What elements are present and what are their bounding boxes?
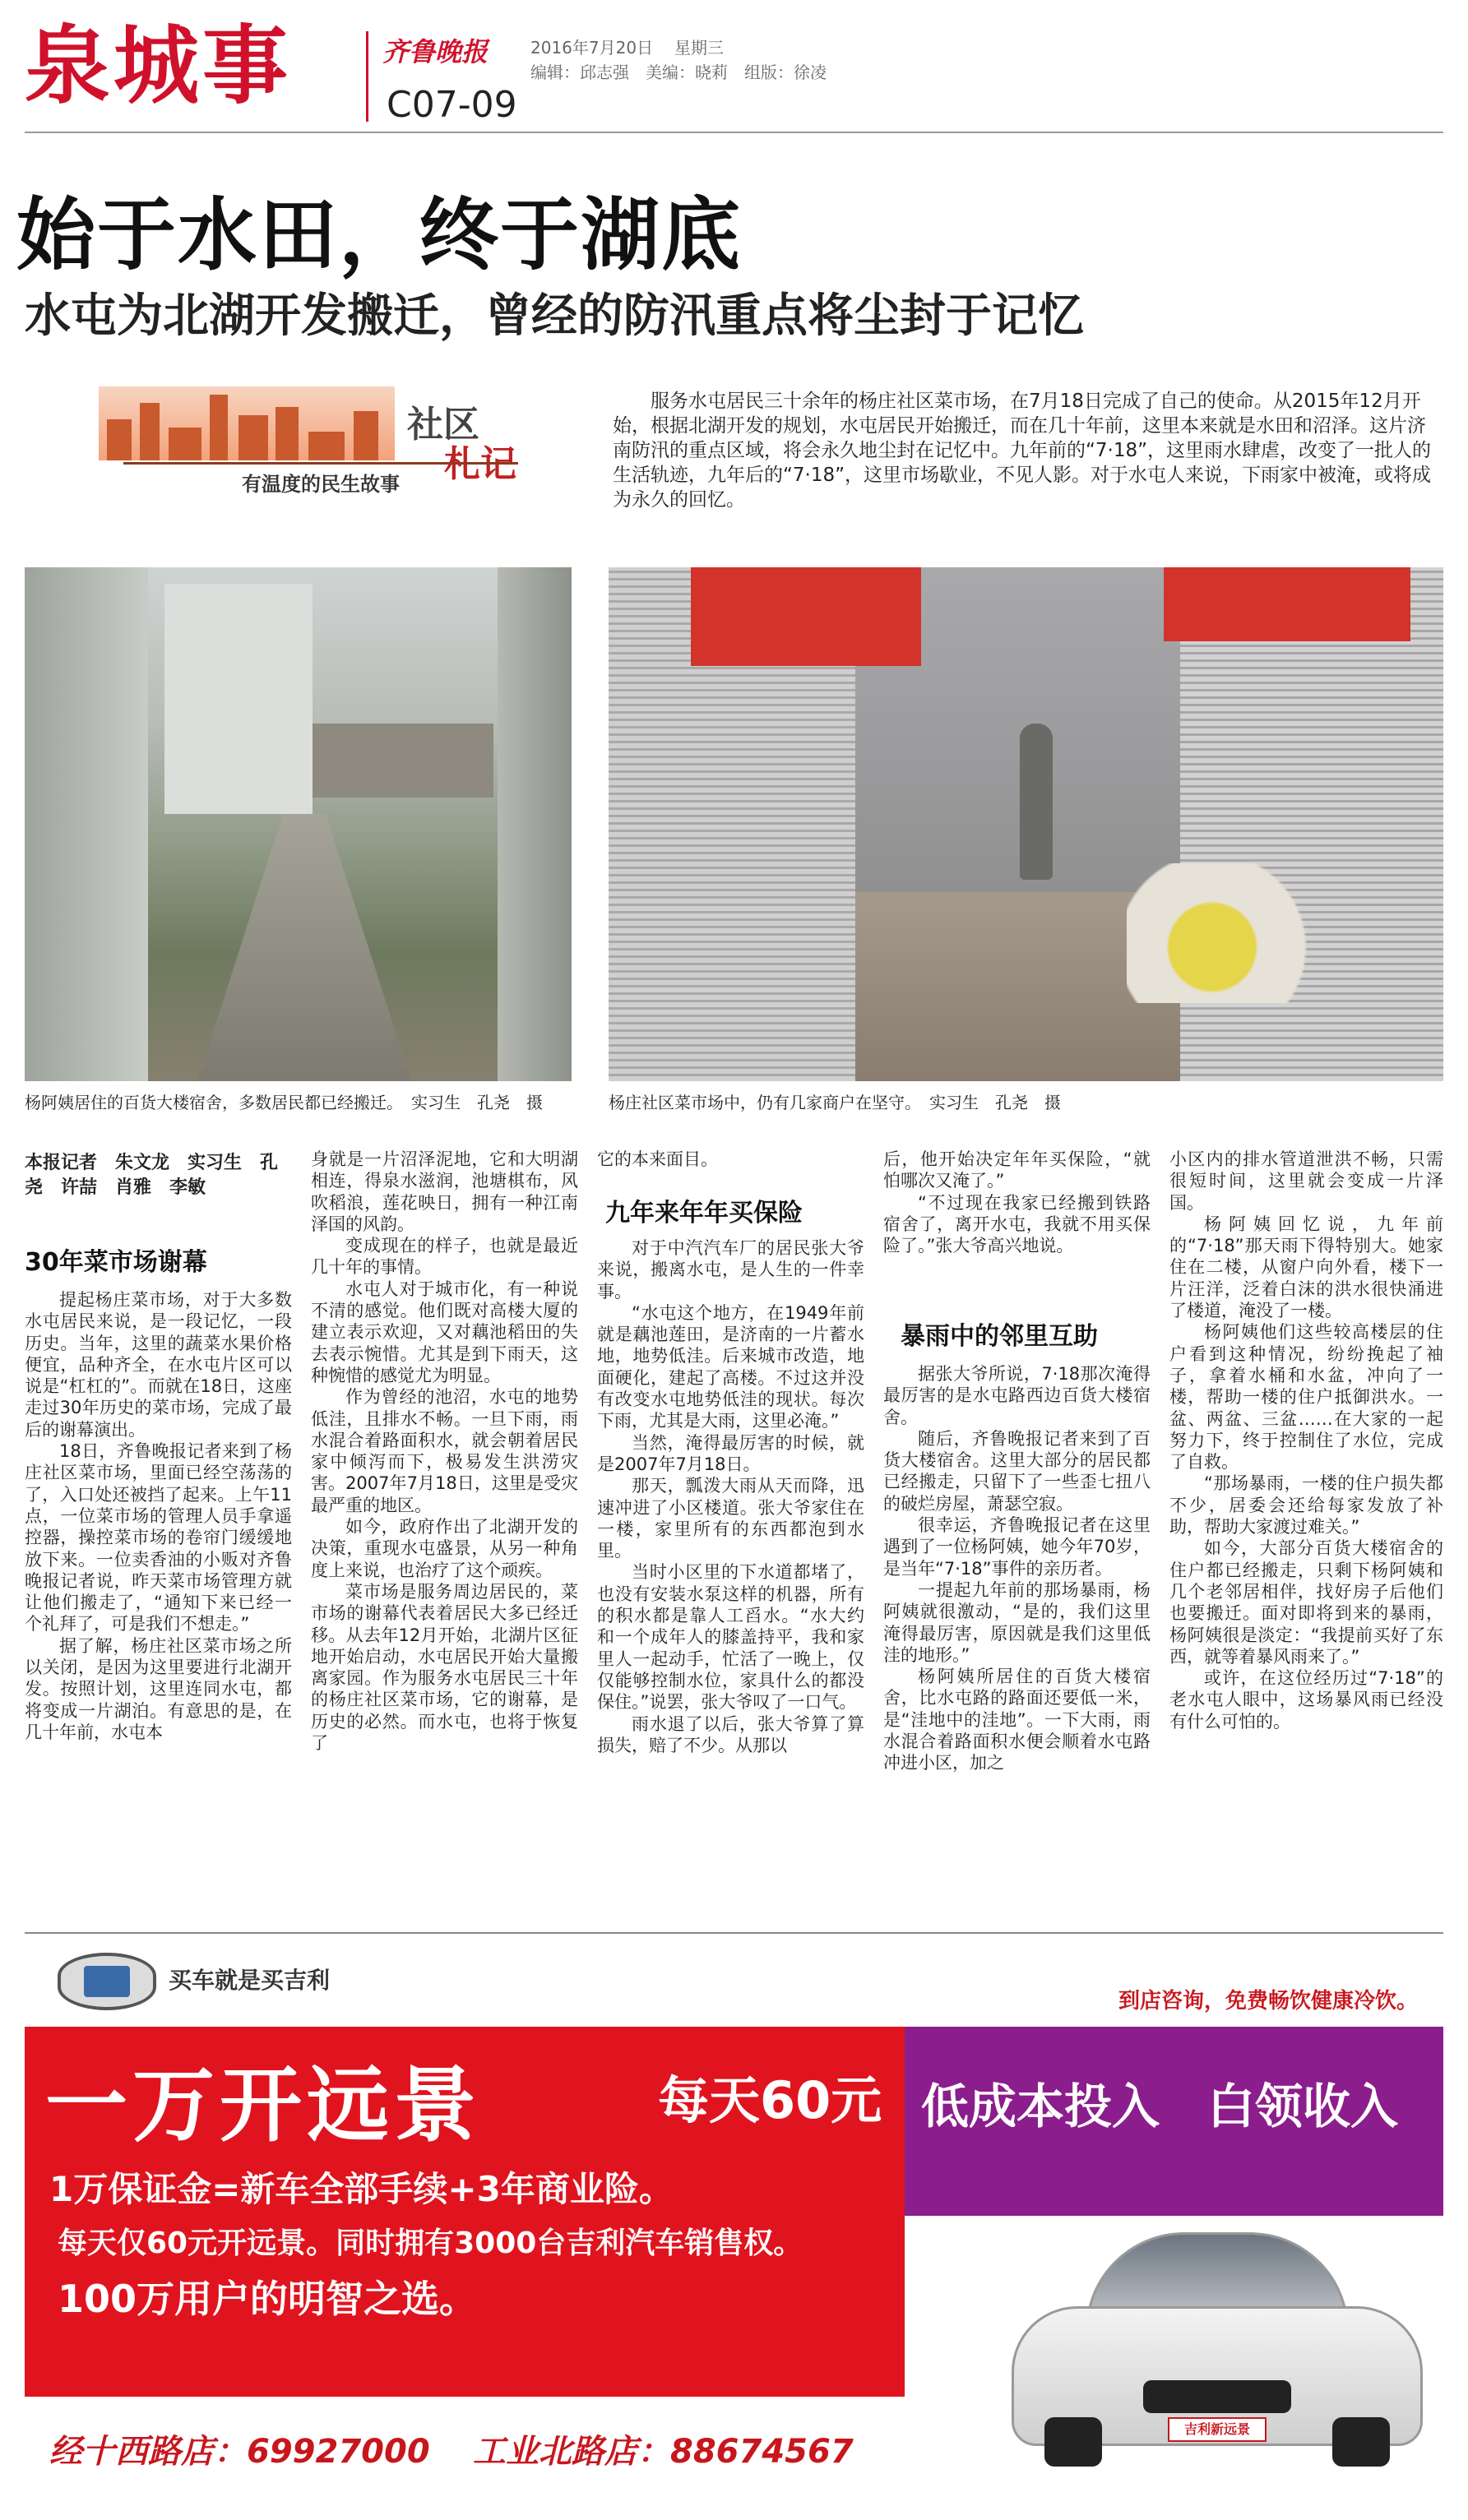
paragraph: 如今，大部分百货大楼宿舍的住户都已经搬走，只剩下杨阿姨和几个老邻居相伴，找好房子后他们也要搬迁。面对即将到来的暴雨，杨阿姨很是淡定：“我提前买好了东西，就等着暴风雨来了。” (1169, 1538, 1443, 1667)
subtitle-3: 暴雨中的邻里互助 (901, 1322, 1098, 1351)
article-column-3-body (597, 1237, 864, 1756)
city-skyline-illustration (99, 386, 395, 460)
paragraph: 据了解，杨庄社区菜市场之所以关闭，是因为这里要进行北湖开发。按照计划，这里连同水屯，都将变成一片湖泊。有意思的是，在几十年前，水屯本 (25, 1635, 292, 1742)
ad-low-cost: 低成本投入 白领收入 (921, 2078, 1399, 2134)
paragraph: 一提起九年前的那场暴雨，杨阿姨就很激动，“是的，我们这里淹得最厉害，原因就是我们这里低洼的地形。” (883, 1579, 1151, 1665)
paragraph: 作为曾经的池沼，水屯的地势低洼，且排水不畅。一旦下雨，雨水混合着路面积水，就会朝着居民家中倾泻而下，极易发生洪涝灾害。2007年7月18日，这里是受灾最严重的地区。 (311, 1387, 578, 1515)
paragraph: 当然，淹得最厉害的时候，就是2007年7月18日。 (597, 1432, 864, 1474)
paper-name: 齐鲁晚报 (382, 36, 489, 67)
paragraph: 提起杨庄菜市场，对于大多数水屯居民来说，是一段记忆，一段历史。当年，这里的蔬菜水果价格便宜，品种齐全，在水屯片区可以说是“杠杠的”。而就在18日，这座走过30年历史的菜市场，完成了最后的谢幕演出。 (25, 1290, 292, 1440)
paragraph: 后，他开始决定年年买保险，“就怕哪次又淹了。” (883, 1149, 1151, 1191)
paragraph: 那天，瓢泼大雨从天而降，迅速冲进了小区楼道。张大爷家住在一楼，家里所有的东西都泡到水里。 (597, 1476, 864, 1561)
article-column-2 (311, 1149, 578, 1754)
article-column-4-body (883, 1363, 1151, 1774)
paragraph: 它的本来面目。 (597, 1149, 718, 1169)
column-title-2: 札记 (444, 443, 516, 485)
column-title-1: 社区 (407, 404, 479, 446)
column-tagline: 有温度的民生故事 (123, 462, 518, 488)
store-phone-2: 工业北路店：88674567 (473, 2433, 854, 2471)
weekday: 星期三 (674, 38, 724, 58)
geely-advertisement (25, 1944, 1443, 2504)
photo-dormitory-alley (25, 567, 572, 1081)
ad-headline: 一万开远景 (45, 2057, 481, 2153)
photo-caption-2: 杨庄社区菜市场中，仍有几家商户在坚守。 实习生 孔尧 摄 (609, 1093, 1061, 1112)
article-column-4 (883, 1149, 1151, 1256)
paragraph: 身就是一片沼泽泥地，它和大明湖相连，得泉水滋润，池塘棋布，风吹稻浪，莲花映日，拥有一种江南泽国的风韵。 (311, 1149, 578, 1234)
photo-market-corridor (609, 567, 1443, 1081)
ad-consult-note: 到店咨询，免费畅饮健康冷饮。 (1118, 1989, 1419, 2014)
staff-credits: 编辑：邱志强 美编：晓莉 组版：徐凌 (530, 62, 827, 82)
paragraph: 随后，齐鲁晚报记者来到了百货大楼宿舍。这里大部分的居民都已经搬走，只留下了一些歪七扭八的破烂房屋，萧瑟空寂。 (883, 1428, 1151, 1514)
section-title: 泉城事 (25, 16, 292, 116)
paragraph: 如今，政府作出了北湖开发的决策，重现水屯盛景，从另一种角度上来说，也治疗了这个顽疾。 (311, 1517, 578, 1580)
paragraph: 杨阿姨他们这些较高楼层的住户看到这种情况，纷纷挽起了袖子，拿着水桶和水盆，冲向了一楼，帮助一楼的住户抵御洪水。一盆、两盆、三盆……在大家的一起努力下，终于控制住了水位，完成了自救。 (1169, 1322, 1443, 1473)
paragraph: “水屯这个地方，在1949年前就是藕池莲田，是济南的一片蓄水地，地势低洼。后来城市改造，地面硬化，建起了高楼。不过这并没有改变水屯地势低洼的现状。每次下雨，尤其是大雨，这里必淹。” (597, 1302, 864, 1431)
ad-daily-line: 每天仅60元开远景。同时拥有3000台吉利汽车销售权。 (58, 2226, 803, 2260)
byline: 本报记者 朱文龙 实习生 孔尧 许喆 肖雅 李敏 (25, 1153, 279, 1198)
paragraph: 18日，齐鲁晚报记者来到了杨庄社区菜市场，里面已经空荡荡的了，入口处还被挡了起来。上午11点，一位菜市场的管理人员手拿遥控器，操控菜市场的卷帘门缓缓地放下来。一位卖香油的小贩对齐鲁晚报记者说，昨天菜市场管理方就让他们搬走了，“通知下来已经一个礼拜了，可是我们不想走。” (25, 1441, 292, 1635)
lead-paragraph: 服务水屯居民三十余年的杨庄社区菜市场，在7月18日完成了自己的使命。从2015年12月开始，根据北湖开发的规划，水屯居民开始搬迁，而在几十年前，这里本来就是水田和沼泽。这片济南防汛的重点区域，将会永久地尘封在记忆中。九年前的“7·18”，这里雨水肆虐，改变了一批人的生活轨迹，九年后的“7·18”，这里市场歇业，不见人影。对于水屯人来说，下雨家中被淹，或将成为永久的回忆。 (613, 391, 1432, 511)
ad-daily-price: 每天60元 (658, 2070, 882, 2130)
article-column-3 (597, 1149, 864, 1170)
paragraph: 对于中汽汽车厂的居民张大爷来说，搬离水屯，是人生的一件幸事。 (597, 1238, 864, 1302)
paragraph: 雨水退了以后，张大爷算了算损失，赔了不少。从那以 (597, 1713, 864, 1755)
headline: 始于水田，终于湖底 (16, 189, 742, 281)
car-plate: 吉利新远景 (1168, 2417, 1267, 2442)
subtitle-1: 30年菜市场谢幕 (25, 1248, 207, 1277)
paragraph: 或许，在这位经历过“7·18”的老水屯人眼中，这场暴风雨已经没有什么可怕的。 (1169, 1668, 1443, 1732)
paragraph: 菜市场是服务周边居民的，菜市场的谢幕代表着居民大多已经迁移。从去年12月开始，北湖片区征地开始启动，水屯居民开始大量搬离家园。作为服务水屯居民三十年的杨庄社区菜市场，它的谢幕，是历史的必然。而水屯，也将于恢复了 (311, 1581, 578, 1754)
subtitle-2: 九年来年年买保险 (605, 1199, 803, 1228)
column-logo (99, 386, 526, 496)
paragraph: 变成现在的样子，也就是最近几十年的事情。 (311, 1236, 578, 1278)
paragraph: 据张大爷所说，7·18那次淹得最厉害的是水屯路西边百货大楼宿舍。 (883, 1364, 1151, 1427)
subheadline: 水屯为北湖开发搬迁，曾经的防汛重点将尘封于记忆 (25, 289, 1084, 343)
paragraph: 杨阿姨回忆说，九年前的“7·18”那天雨下得特别大。她家住在二楼，从窗户向外看，楼下一片汪洋，泛着白沫的洪水很快涌进了楼道，淹没了一楼。 (1169, 1214, 1443, 1321)
paragraph: 很幸运，齐鲁晚报记者在这里遇到了一位杨阿姨，她今年70岁，是当年“7·18”事件的亲历者。 (883, 1515, 1151, 1579)
header-rule (25, 132, 1443, 133)
geely-logo-icon (58, 1953, 156, 2010)
masthead-divider (366, 31, 368, 122)
photo-caption-1: 杨阿姨居住的百货大楼宿舍，多数居民都已经搬迁。 实习生 孔尧 摄 (25, 1093, 543, 1112)
paragraph: 杨阿姨所居住的百货大楼宿舍，比水屯路的路面还要低一米，是“洼地中的洼地”。一下大雨，雨水混合着路面积水便会顺着水屯路冲进小区，加之 (883, 1667, 1151, 1773)
store-phone-1: 经十西路店：69927000 (49, 2433, 430, 2471)
paragraph: 水屯人对于城市化，有一种说不清的感觉。他们既对高楼大厦的建立表示欢迎，又对藕池稻田的失去表示惋惜。尤其是到下雨天，这种惋惜的感觉尤为明显。 (311, 1278, 578, 1385)
paragraph: 当时小区里的下水道都堵了，也没有安装水泵这样的机器，所有的积水都是靠人工舀水。“水大约和一个成年人的膝盖持平，我和家里人一起动手，忙活了一晚上，仅仅能够控制水位，家具什么的都没保住。”说罢，张大爷叹了一口气。 (597, 1562, 864, 1713)
issue-date: 2016年7月20日 (530, 38, 654, 58)
ad-deposit-line: 1万保证金=新车全部手续+3年商业险。 (49, 2169, 674, 2209)
page-code: C07-09 (387, 84, 517, 126)
paragraph: “不过现在我家已经搬到铁路宿舍了，离开水屯，我就不用买保险了。”张大爷高兴地说。 (883, 1192, 1151, 1256)
ad-users-line: 100万用户的明智之选。 (58, 2277, 478, 2321)
paragraph: 小区内的排水管道泄洪不畅，只需很短时间，这里就会变成一片泽国。 (1169, 1149, 1443, 1213)
ad-slogan: 买车就是买吉利 (169, 1967, 331, 1994)
car-image (1012, 2232, 1423, 2471)
article-column-5 (1169, 1149, 1443, 1732)
masthead (25, 16, 1443, 126)
article-column-1 (25, 1289, 292, 1743)
paragraph: “那场暴雨，一楼的住户损失都不少，居委会还给每家发放了补助，帮助大家渡过难关。” (1169, 1473, 1443, 1537)
ad-separator-rule (25, 1932, 1443, 1934)
